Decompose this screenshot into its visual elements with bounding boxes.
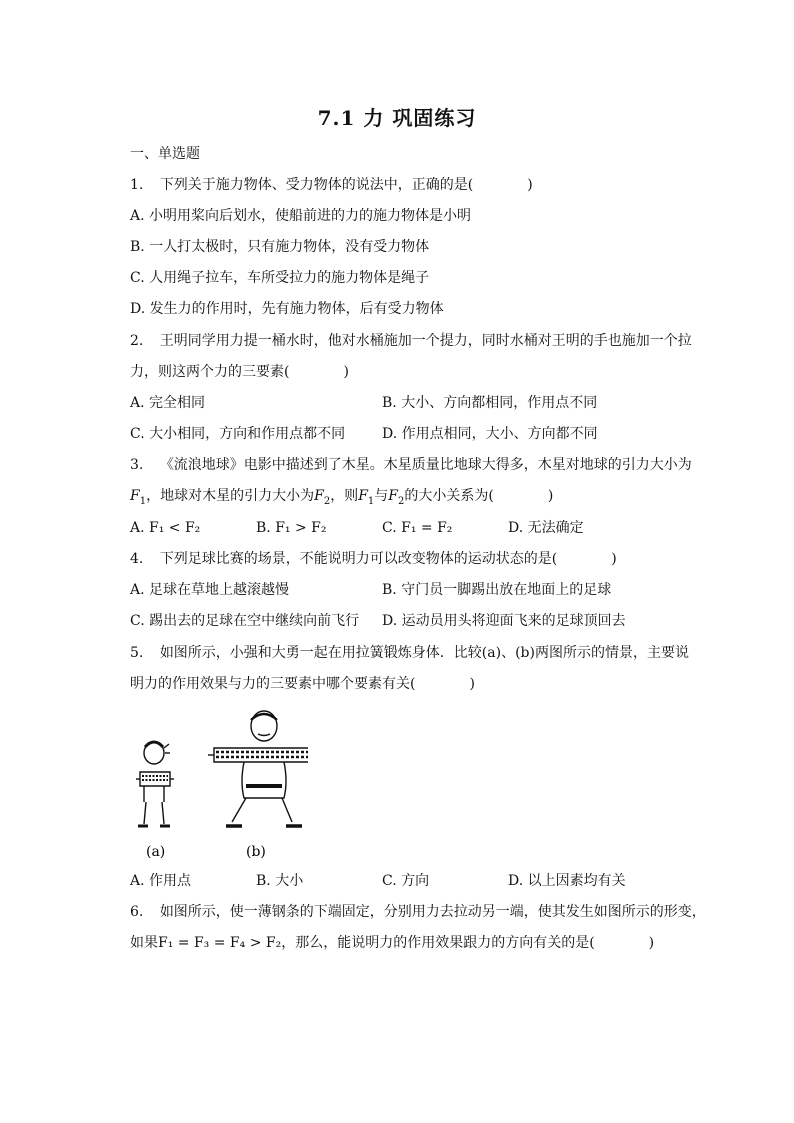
question-text: 与 (374, 488, 389, 504)
question-text: 的大小关系为( (404, 488, 494, 504)
question-text: 力，则这两个力的三要素( (130, 364, 290, 380)
q4-option-d: D. 运动员用头将迎面飞来的足球顶回去 (382, 613, 626, 629)
question-text: 下列足球比赛的场景，不能说明力可以改变物体的运动状态的是( (159, 551, 558, 567)
q2-option-c: C. 大小相同，方向和作用点都不同 (130, 426, 346, 442)
symbol-f: F (358, 488, 368, 504)
question-5-stem (130, 643, 689, 663)
symbol-f: F (388, 488, 398, 504)
exercise-figure (128, 706, 308, 866)
question-text: ，地球对木星的引力大小为 (146, 488, 315, 504)
question-number: 3. (130, 457, 144, 473)
figure-b-big-boy (208, 711, 308, 826)
question-text: 明力的作用效果与力的三要素中哪个要素有关( (130, 676, 416, 692)
q3-option-a: A. F₁ < F₂ (130, 520, 201, 536)
paren-close: ) (547, 488, 554, 504)
question-5-stem-cont (130, 674, 475, 694)
section-heading: 一、单选题 (130, 146, 200, 162)
question-text: ，则 (330, 488, 359, 504)
question-number: 2. (130, 333, 144, 349)
question-number: 4. (130, 551, 144, 567)
symbol-f: F (130, 488, 140, 504)
subscript: 2 (323, 495, 331, 507)
q3-option-b: B. F₁ > F₂ (256, 520, 327, 536)
q2-option-d: D. 作用点相同，大小、方向都不同 (382, 426, 598, 442)
question-text: 如图所示，小强和大勇一起在用拉簧锻炼身体．比较(a)、(b)两图所示的情景，主要说 (159, 645, 689, 661)
figure-a-label: (a) (146, 844, 166, 860)
q1-option-b: B. 一人打太极时，只有施力物体，没有受力物体 (130, 239, 430, 255)
question-text: 《流浪地球》电影中描述到了木星。木星质量比地球大得多，木星对地球的引力大小为 (159, 457, 692, 473)
q1-option-c: C. 人用绳子拉车，车所受拉力的施力物体是绳子 (130, 270, 430, 286)
question-4-stem (130, 549, 617, 569)
question-text: 如果F₁ = F₃ = F₄ > F₂，那么，能说明力的作用效果跟力的方向有关的是( (130, 935, 595, 951)
question-3-stem (130, 455, 692, 475)
q1-option-d: D. 发生力的作用时，先有施力物体，后有受力物体 (130, 301, 444, 317)
q3-option-d: D. 无法确定 (508, 520, 584, 536)
q3-option-c: C. F₁ = F₂ (382, 520, 453, 536)
question-number: 6. (130, 904, 144, 920)
question-2-stem-cont (130, 362, 349, 382)
symbol-f: F (314, 488, 324, 504)
question-text: 王明同学用力提一桶水时，他对水桶施加一个提力，同时水桶对王明的手也施加一个拉 (159, 333, 692, 349)
question-text: 如图所示，使一薄钢条的下端固定，分别用力去拉动另一端，使其发生如图所示的形变， (159, 904, 706, 920)
q5-option-b: B. 大小 (256, 873, 304, 889)
paren-close: ) (648, 935, 655, 951)
question-text: 下列关于施力物体、受力物体的说法中，正确的是( (159, 177, 474, 193)
q2-option-b: B. 大小、方向都相同，作用点不同 (382, 395, 598, 411)
figure-b-label: (b) (246, 844, 266, 860)
page-title: 7.1 力 巩固练习 (317, 106, 477, 130)
paren-close: ) (527, 177, 533, 193)
q4-option-a: A. 足球在草地上越滚越慢 (130, 582, 290, 598)
question-6-stem (130, 902, 706, 922)
question-number: 1. (130, 177, 144, 193)
paren-close: ) (343, 364, 349, 380)
question-2-stem (130, 331, 692, 351)
q5-option-a: A. 作用点 (130, 873, 192, 889)
question-3-stem-cont (130, 486, 553, 512)
paren-close: ) (469, 676, 475, 692)
question-6-stem-cont (130, 933, 654, 953)
subscript: 1 (367, 495, 375, 507)
q2-option-a: A. 完全相同 (130, 395, 206, 411)
question-number: 5. (130, 645, 144, 661)
q5-option-c: C. 方向 (382, 873, 430, 889)
q5-option-d: D. 以上因素均有关 (508, 873, 626, 889)
subscript: 1 (139, 495, 147, 507)
q4-option-c: C. 踢出去的足球在空中继续向前飞行 (130, 613, 360, 629)
paren-close: ) (611, 551, 617, 567)
question-1-stem (130, 175, 533, 195)
q4-option-b: B. 守门员一脚踢出放在地面上的足球 (382, 582, 612, 598)
q1-option-a: A. 小明用桨向后划水，使船前进的力的施力物体是小明 (130, 208, 472, 224)
subscript: 2 (398, 495, 405, 507)
figure-a-small-boy (136, 742, 174, 826)
